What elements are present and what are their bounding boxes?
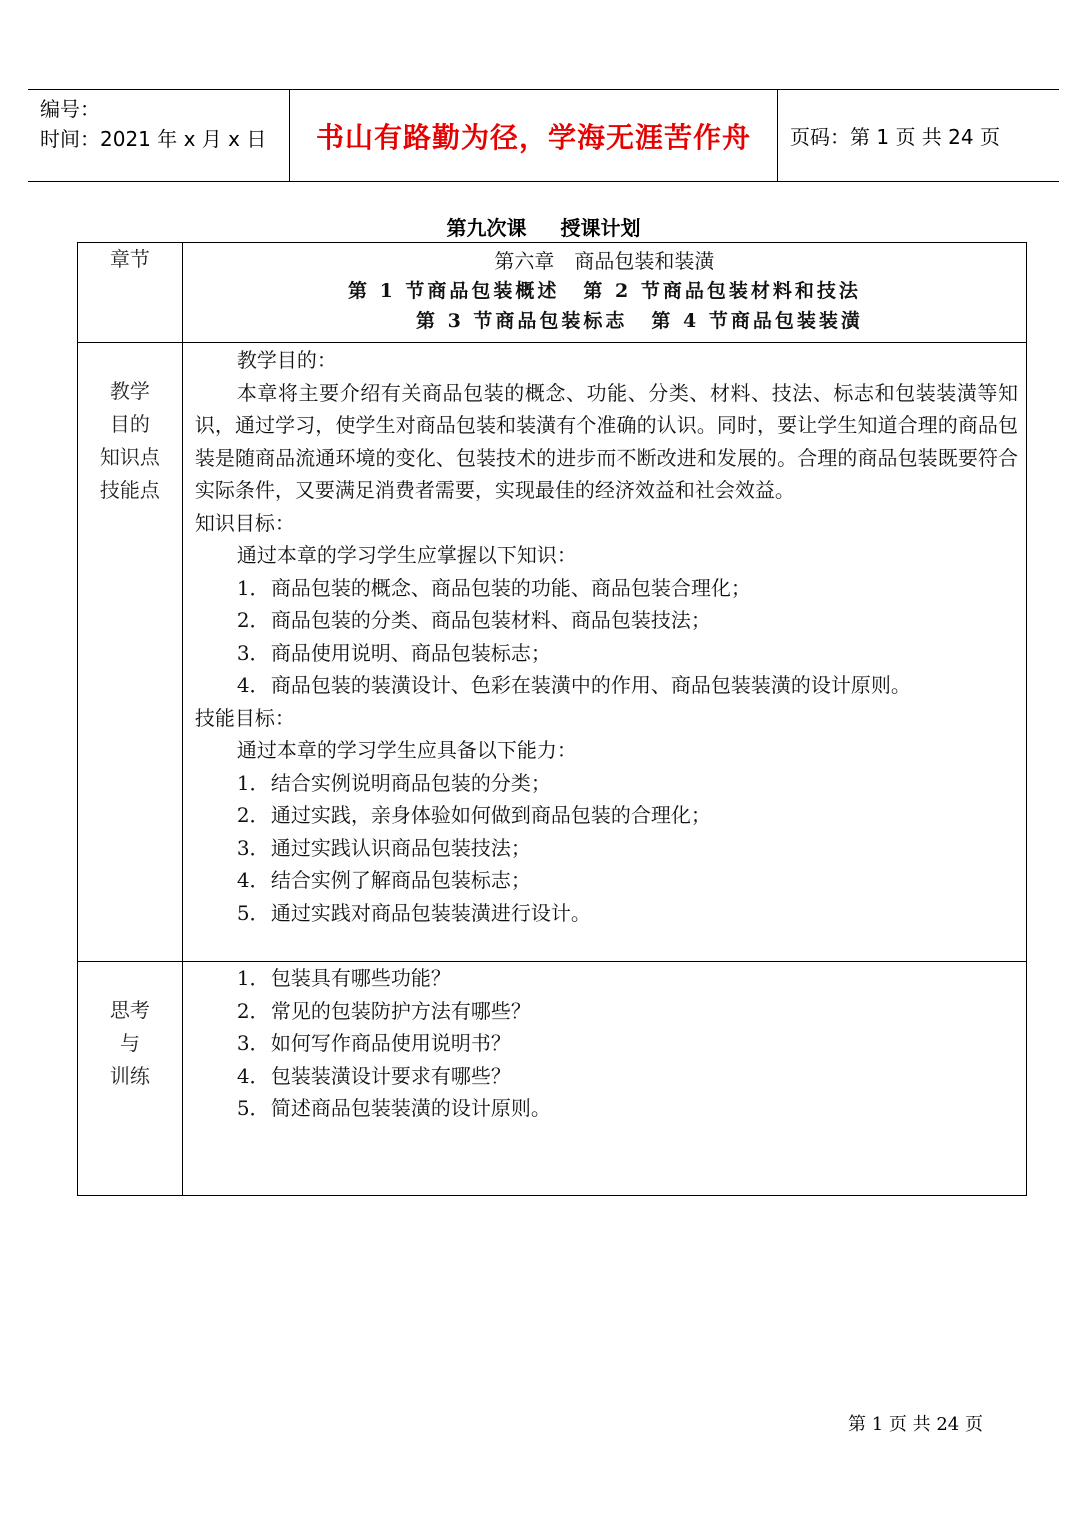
- list-item-text: 结合实例说明商品包装的分类；: [270, 770, 551, 795]
- section-3: 第 3 节商品包装标志: [415, 310, 628, 332]
- knowledge-heading: 知识目标：: [194, 510, 295, 535]
- list-item: [183, 1060, 1026, 1093]
- list-item-text: 商品包装的分类、商品包装材料、商品包装技法；: [270, 608, 711, 632]
- list-item-number: 3．: [236, 1031, 270, 1055]
- list-item: [183, 604, 1026, 637]
- list-item: [183, 962, 1026, 995]
- header-motto-cell: [290, 90, 778, 181]
- list-item-number: 4．: [236, 1063, 270, 1088]
- list-item-text: 通过实践，亲身体验如何做到商品包装的合理化；: [270, 803, 711, 827]
- title-lesson: 第九次课: [446, 216, 527, 240]
- list-item: [183, 995, 1026, 1028]
- header-page-info: [778, 90, 1059, 181]
- practice-content-cell: [182, 962, 1026, 1196]
- time-label: 时间：2021 年 x 月 x 日: [40, 127, 267, 151]
- practice-label: [78, 962, 182, 1093]
- list-item-number: 1．: [236, 770, 270, 795]
- skill-heading: 技能目标：: [194, 705, 295, 730]
- label-cell-practice: [78, 962, 183, 1196]
- skill-list: [183, 767, 1026, 930]
- list-item-number: 1．: [236, 966, 270, 990]
- section-line-2: [183, 306, 1026, 336]
- objectives-label: [78, 343, 182, 507]
- list-item: [183, 572, 1026, 605]
- list-item-text: 商品包装的概念、商品包装的功能、商品包装合理化；: [270, 575, 751, 600]
- page-footer: 第 1 页 共 24 页: [848, 1414, 983, 1435]
- label-cell-chapter: [78, 243, 183, 343]
- label-line: 知识点: [99, 445, 160, 469]
- list-item: [183, 669, 1026, 702]
- title-plan: 授课计划: [560, 216, 641, 240]
- list-item: [183, 1027, 1026, 1060]
- list-item-number: 2．: [236, 998, 270, 1023]
- knowledge-list: [183, 572, 1026, 702]
- list-item-number: 1．: [236, 575, 270, 600]
- list-item-number: 4．: [236, 673, 270, 697]
- knowledge-intro: 通过本章的学习学生应掌握以下知识：: [236, 543, 577, 567]
- document-header: [28, 89, 1059, 182]
- table-row-practice: [78, 962, 1027, 1196]
- label-line: 训练: [109, 1064, 150, 1088]
- label-line: 教学: [109, 379, 150, 403]
- skill-intro: 通过本章的学习学生应具备以下能力：: [236, 738, 577, 762]
- list-item: [183, 897, 1026, 930]
- header-meta: [28, 90, 290, 181]
- table-row-chapter: [78, 243, 1027, 343]
- list-item-text: 通过实践对商品包装装潢进行设计。: [270, 900, 591, 925]
- list-item-number: 5．: [236, 900, 270, 925]
- list-item-number: 2．: [236, 608, 270, 632]
- table-row-objectives: [78, 343, 1027, 962]
- list-item-text: 常见的包装防护方法有哪些？: [270, 998, 531, 1023]
- objectives-content-cell: [182, 343, 1026, 962]
- list-item-number: 3．: [236, 835, 270, 860]
- list-item: [183, 1092, 1026, 1125]
- list-item-number: 5．: [236, 1096, 270, 1120]
- label-line: 目的: [109, 412, 150, 436]
- list-item-text: 通过实践认识商品包装技法；: [270, 835, 531, 860]
- goal-heading: 教学目的：: [236, 348, 337, 372]
- list-item-text: 如何写作商品使用说明书？: [270, 1031, 511, 1055]
- list-item-text: 结合实例了解商品包装标志；: [270, 868, 531, 892]
- lesson-plan-table: [77, 242, 1027, 1196]
- section-line-1: [183, 276, 1026, 306]
- chapter-title: 第六章 商品包装和装潢: [494, 249, 715, 273]
- page-title: [0, 212, 1087, 241]
- label-cell-objectives: [78, 343, 183, 962]
- label-line: 技能点: [99, 478, 160, 502]
- list-item-number: 4．: [236, 868, 270, 892]
- code-label: 编号：: [40, 97, 100, 121]
- goal-text: 本章将主要介绍有关商品包装的概念、功能、分类、材料、技法、标志和包装装潢等知识，通过学习，使学生对商品包装和装潢有个准确的认识。同时，要让学生知道合理的商品包装是随商品流通环境的变化、包装技术的进步而不断改进和发展的。合理的商品包装既要符合实际条件，又要满足消费者需要，实现最佳的经济效益和社会效益。: [194, 380, 1018, 502]
- section-4: 第 4 节商品包装装潢: [651, 310, 863, 332]
- motto: 书山有路勤为径，学海无涯苦作舟: [315, 120, 751, 154]
- section-1: 第 1 节商品包装概述: [347, 280, 560, 302]
- list-item: [183, 864, 1026, 897]
- label-line: 思考: [109, 998, 150, 1022]
- list-item-text: 包装装潢设计要求有哪些？: [270, 1063, 511, 1088]
- list-item: [183, 799, 1026, 832]
- list-item: [183, 767, 1026, 800]
- label-line: 与: [119, 1031, 140, 1055]
- practice-list: [183, 962, 1026, 1125]
- chapter-content-cell: [182, 243, 1026, 343]
- list-item: [183, 637, 1026, 670]
- page-info: 页码：第 1 页 共 24 页: [790, 125, 1000, 149]
- chapter-label: 章节: [109, 247, 150, 271]
- list-item-text: 简述商品包装装潢的设计原则。: [270, 1096, 551, 1120]
- list-item-text: 商品包装的装潢设计、色彩在装潢中的作用、商品包装装潢的设计原则。: [270, 673, 911, 697]
- list-item-number: 3．: [236, 640, 270, 665]
- list-item-text: 包装具有哪些功能？: [270, 966, 451, 990]
- section-2: 第 2 节商品包装材料和技法: [583, 280, 861, 302]
- list-item: [183, 832, 1026, 865]
- list-item-text: 商品使用说明、商品包装标志；: [270, 640, 551, 665]
- list-item-number: 2．: [236, 803, 270, 827]
